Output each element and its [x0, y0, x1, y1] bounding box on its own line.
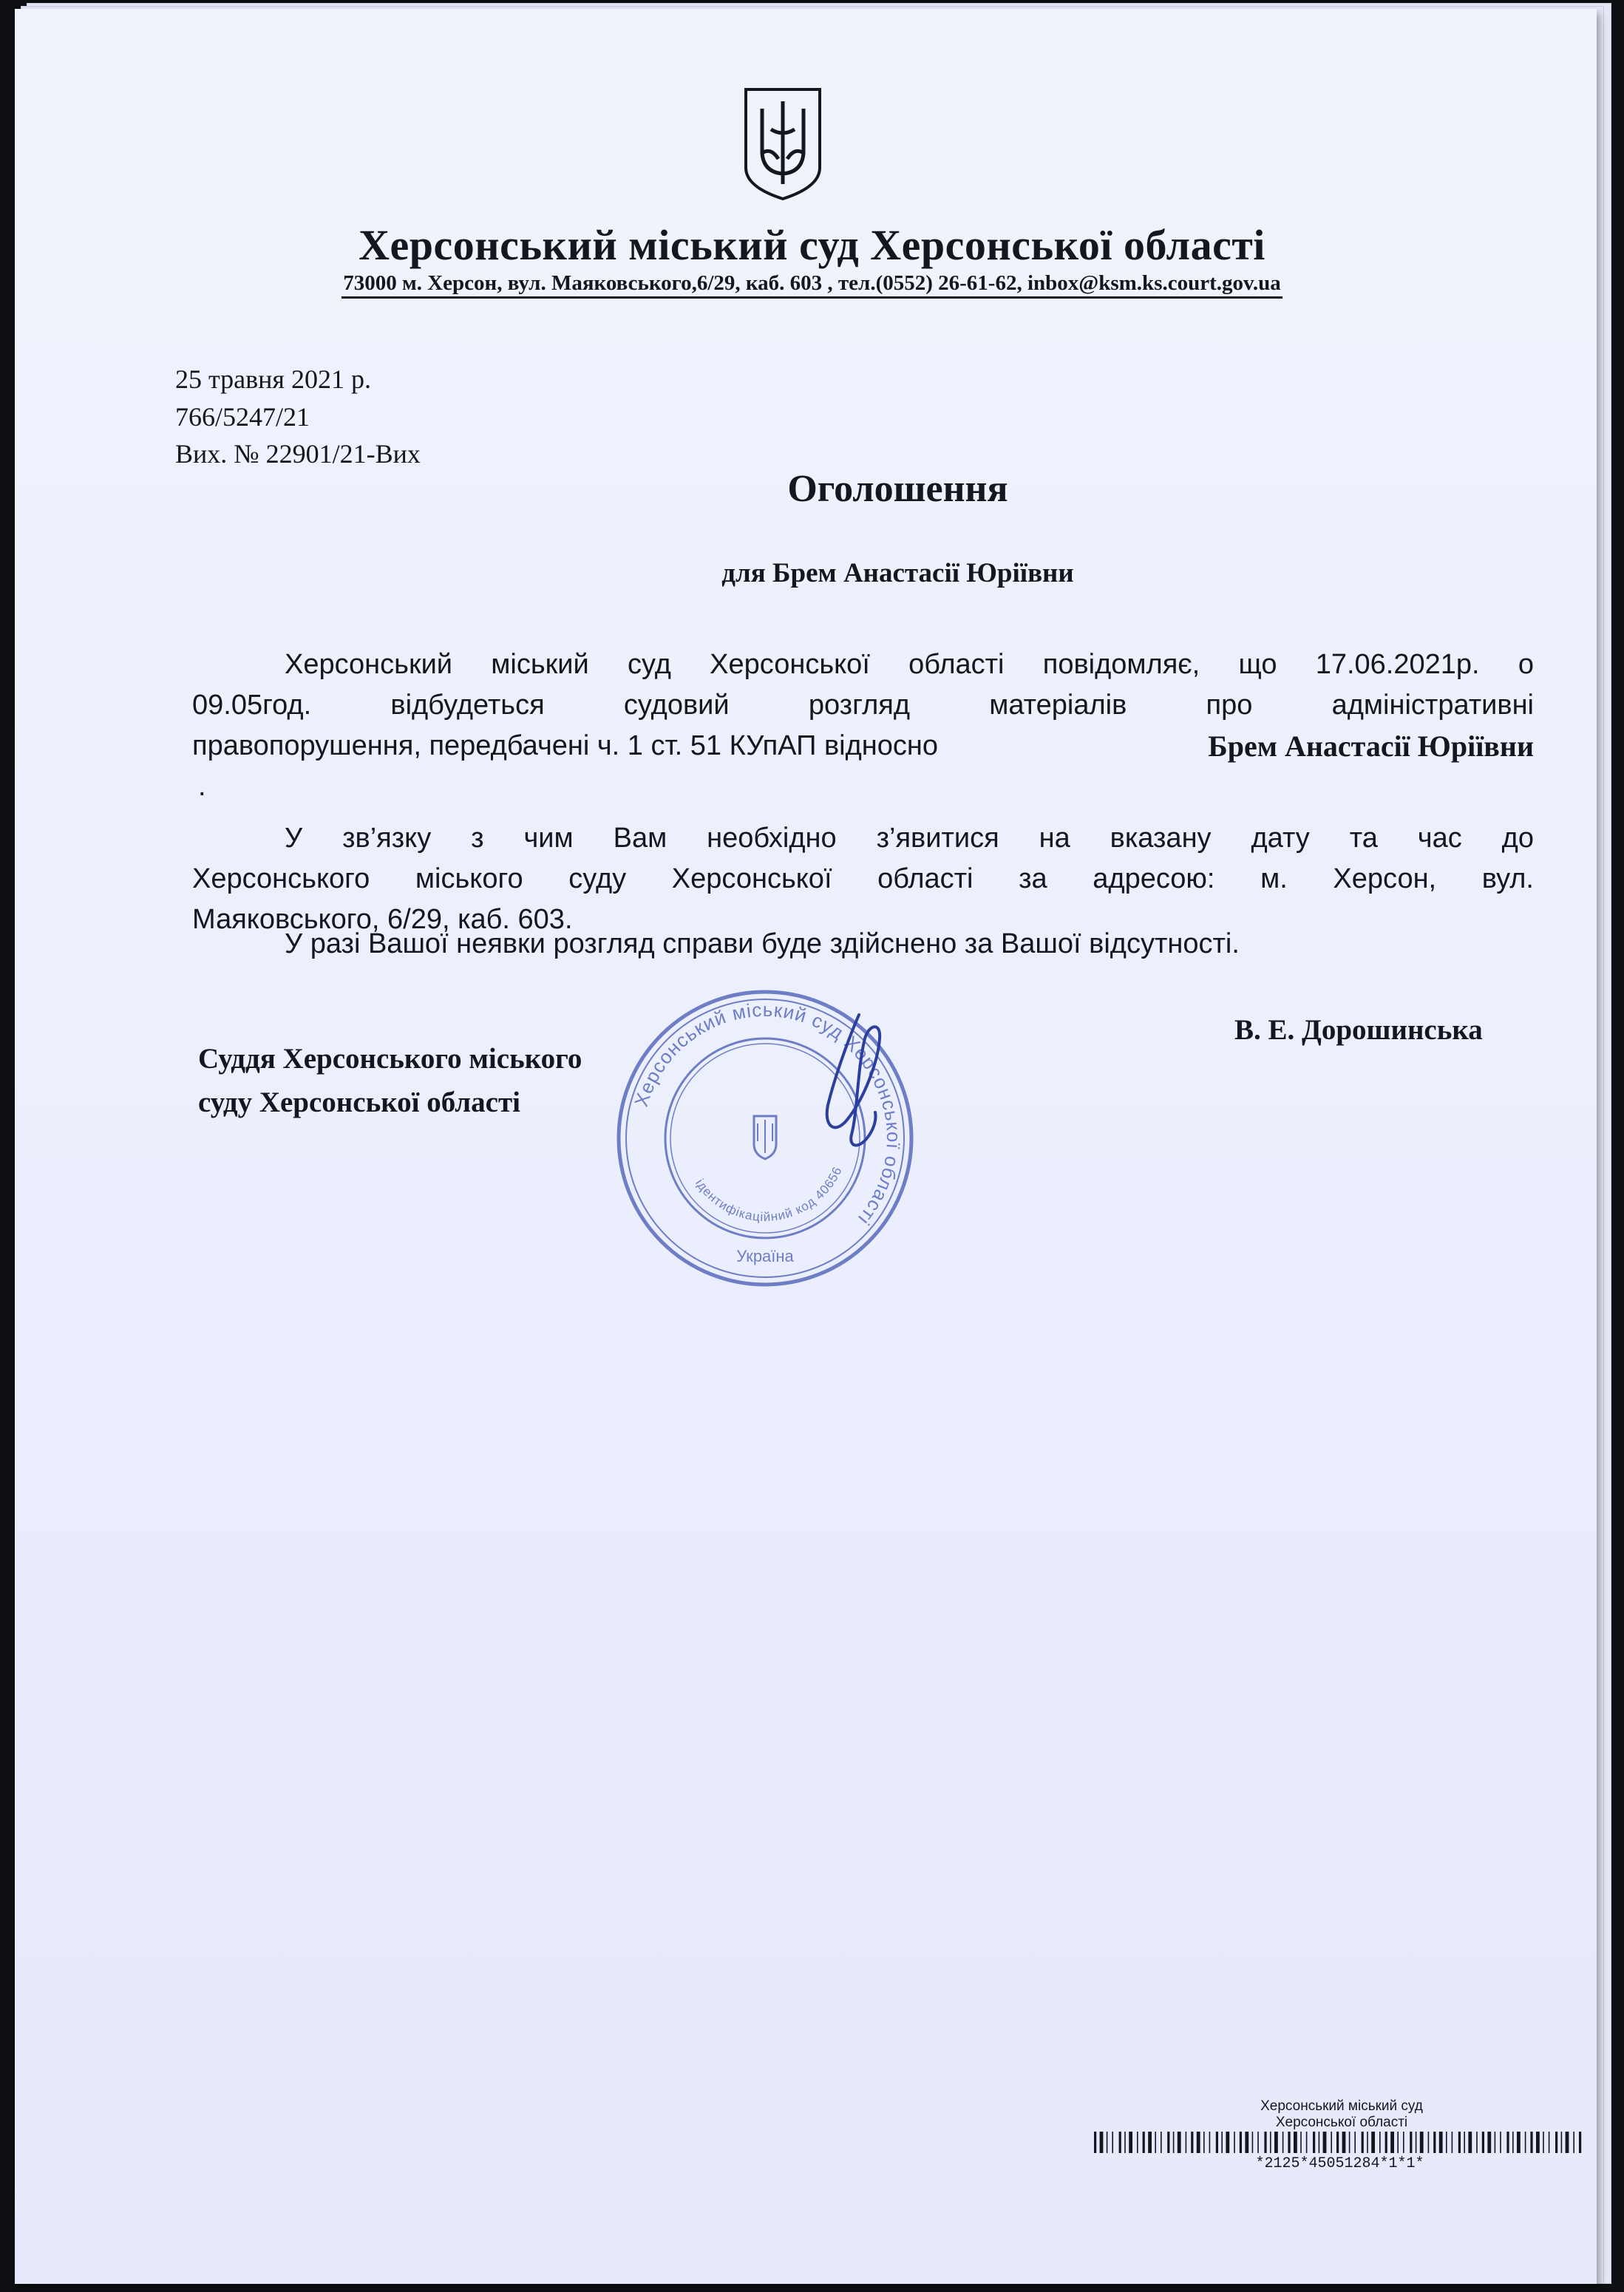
court-address — [0, 271, 1624, 296]
judge-position-line-1: Суддя Херсонського міського — [198, 1043, 582, 1075]
body-paragraph-3-line-1: У разі Вашої неявки розгляд справи буде здійснено за Вашої відсутності. — [285, 928, 1240, 959]
document-title: Оголошення — [787, 468, 1008, 510]
document-date: 25 травня 2021 р. — [175, 364, 371, 394]
stamp-code-text: ідентифікаційний код 40656 — [693, 1164, 845, 1225]
body-text: правопорушення, передбачені ч. 1 ст. 51 КУпАП відносно — [192, 730, 939, 761]
handwritten-signature — [813, 1009, 902, 1157]
footer-court-line-2: Херсонської області — [1275, 2115, 1408, 2130]
defendant-name: Брем Анастасії Юріївни — [1208, 730, 1534, 763]
body-paragraph-1-line-3 — [192, 732, 1534, 761]
stamp-ring-text: Херсонський міський суд Херсонської області — [630, 998, 906, 1231]
judge-name: В. Е. Дорошинська — [1234, 1014, 1483, 1046]
barcode-text: *2125*45051284*1*1* — [1255, 2155, 1424, 2172]
body-paragraph-1-line-2: 09.05год. відбудеться судовий розгляд матеріалів про адміністративні — [192, 690, 1534, 721]
barcode — [1094, 2132, 1586, 2153]
body-paragraph-1-line-1: Херсонський міський суд Херсонської області повідомляє, що 17.06.2021р. о — [285, 649, 1534, 680]
stamp-country-text: Україна — [736, 1247, 794, 1265]
case-number: 766/5247/21 — [175, 402, 310, 432]
judge-position-line-2: суду Херсонської області — [198, 1087, 520, 1118]
court-address-text: 73000 м. Херсон, вул. Маяковського,6/29, каб. 603 , тел.(0552) 26-61-62, inbox@ksm.ks.court.gov.ua — [342, 271, 1282, 299]
judge-position — [198, 1037, 582, 1124]
tryzub-icon — [741, 85, 824, 202]
outgoing-number: Вих. № 22901/21-Вих — [175, 439, 421, 469]
footer-court-line-1: Херсонський міський суд — [1260, 2098, 1423, 2114]
recipient-line: для Брем Анастасії Юріївни — [721, 558, 1074, 588]
body-paragraph-1-line-4: . — [198, 771, 206, 802]
body-paragraph-2-line-2: Херсонського міського суду Херсонської області за адресою: м. Херсон, вул. — [192, 863, 1534, 894]
body-paragraph-2-line-1: У зв’язку з чим Вам необхідно з’явитися на вказану дату та час до — [285, 823, 1534, 854]
body-paragraph-2-line-3: Маяковського, 6/29, каб. 603. — [192, 904, 573, 935]
court-name: Херсонський міський суд Херсонської області — [359, 221, 1265, 269]
svg-text:ідентифікаційний код 40656 — [693, 1164, 845, 1224]
